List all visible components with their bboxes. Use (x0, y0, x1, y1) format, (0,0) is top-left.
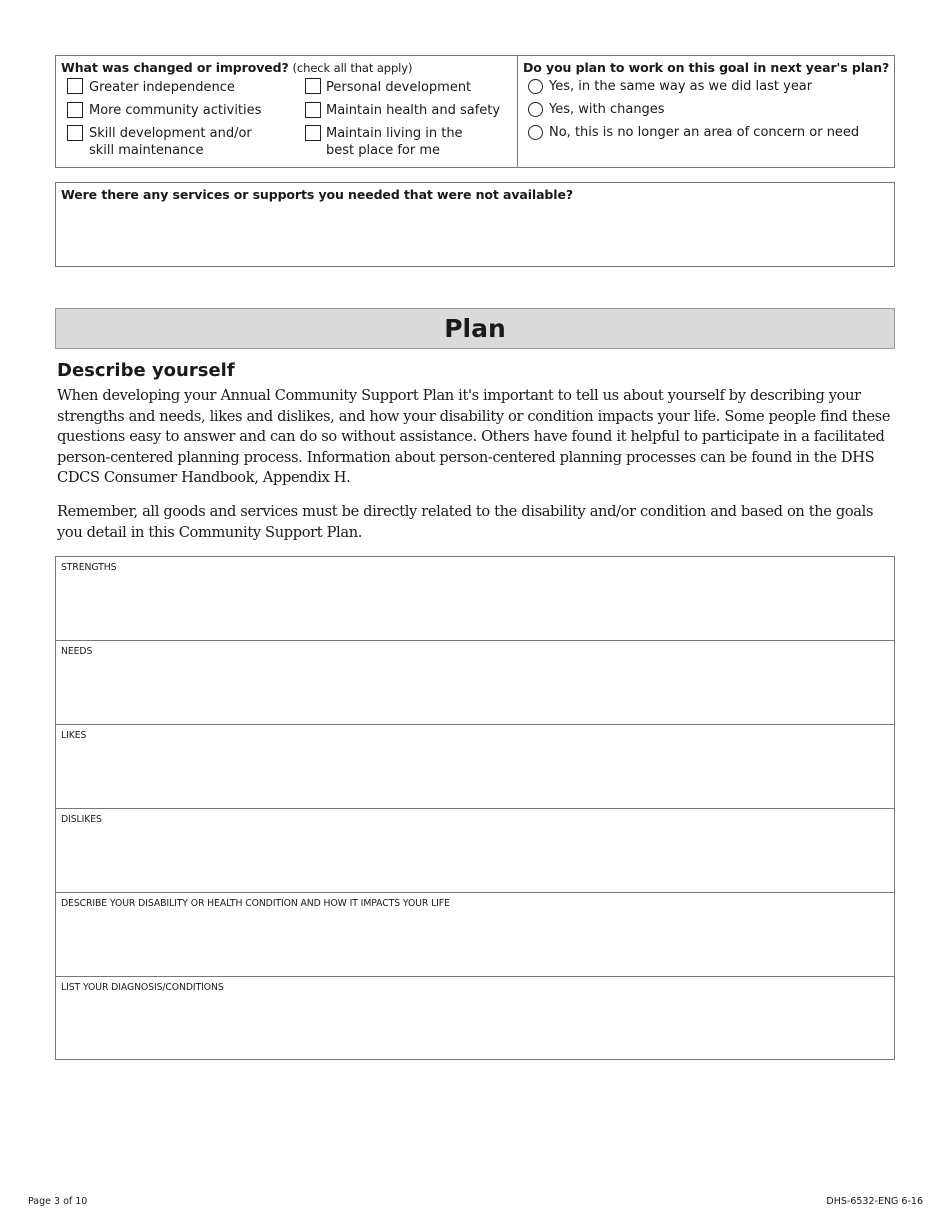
strengths-field[interactable] (56, 557, 894, 641)
radio-same-way[interactable] (528, 79, 543, 94)
services-question: Were there any services or supports you needed that were not available? (61, 187, 573, 202)
goal-review-table (55, 55, 895, 168)
checkbox-skill-development[interactable] (67, 125, 83, 141)
option-label: Personal development (326, 80, 472, 95)
describe-yourself-fields (55, 556, 895, 1060)
services-not-available-field[interactable] (55, 182, 895, 267)
describe-yourself-heading: Describe yourself (57, 360, 235, 381)
field-label: LIST YOUR DIAGNOSIS/CONDITIONS (61, 982, 224, 993)
field-label: STRENGTHS (61, 562, 117, 573)
radio-no-longer-concern[interactable] (528, 125, 543, 140)
option-label-line2: skill maintenance (89, 143, 204, 158)
option-label: Greater independence (89, 80, 235, 95)
checkbox-maintain-health-safety[interactable] (305, 102, 321, 118)
field-label: LIKES (61, 730, 87, 741)
radio-with-changes[interactable] (528, 102, 543, 117)
checkbox-personal-development[interactable] (305, 78, 321, 94)
option-label: Skill development and/or (89, 126, 252, 141)
radio-label: No, this is no longer an area of concern or need (549, 125, 860, 140)
dislikes-field[interactable] (56, 809, 894, 893)
checkbox-more-community-activities[interactable] (67, 102, 83, 118)
radio-label: Yes, with changes (549, 102, 665, 117)
next-year-header: Do you plan to work on this goal in next year's plan? (523, 60, 890, 75)
needs-field[interactable] (56, 641, 894, 725)
option-label: Maintain health and safety (326, 103, 501, 118)
option-label-line2: best place for me (326, 143, 441, 158)
intro-paragraph: When developing your Annual Community Support Plan it's important to tell us about yourself by describing your strengths and needs, likes and dislikes, and how your disability or condition impacts your life. Some people find these questions easy to answer and can do so without assistance. Others have found it helpful to participate in a facilitated person-centered planning process. Information about person-centered planning processes can be found in the DHS CDCS Consumer Handbook, Appendix H. (57, 387, 891, 486)
page-number: Page 3 of 10 (28, 1196, 88, 1207)
diagnosis-conditions-field[interactable] (56, 977, 894, 1061)
option-label: More community activities (89, 103, 262, 118)
changed-header: What was changed or improved? (check all that apply) (61, 60, 413, 75)
plan-section-banner (55, 308, 895, 349)
field-label: DESCRIBE YOUR DISABILITY OR HEALTH CONDITION AND HOW IT IMPACTS YOUR LIFE (61, 898, 450, 909)
checkbox-greater-independence[interactable] (67, 78, 83, 94)
option-label: Maintain living in the (326, 126, 463, 141)
field-label: NEEDS (61, 646, 93, 657)
column-divider (517, 56, 518, 167)
plan-title: Plan (444, 314, 506, 343)
reminder-paragraph: Remember, all goods and services must be directly related to the disability and/or condition and based on the goals you detail in this Community Support Plan. (57, 503, 874, 541)
field-label: DISLIKES (61, 814, 102, 825)
checkbox-maintain-living[interactable] (305, 125, 321, 141)
disability-condition-field[interactable] (56, 893, 894, 977)
form-id: DHS-6532-ENG 6-16 (826, 1196, 923, 1207)
radio-label: Yes, in the same way as we did last year (549, 79, 813, 94)
likes-field[interactable] (56, 725, 894, 809)
